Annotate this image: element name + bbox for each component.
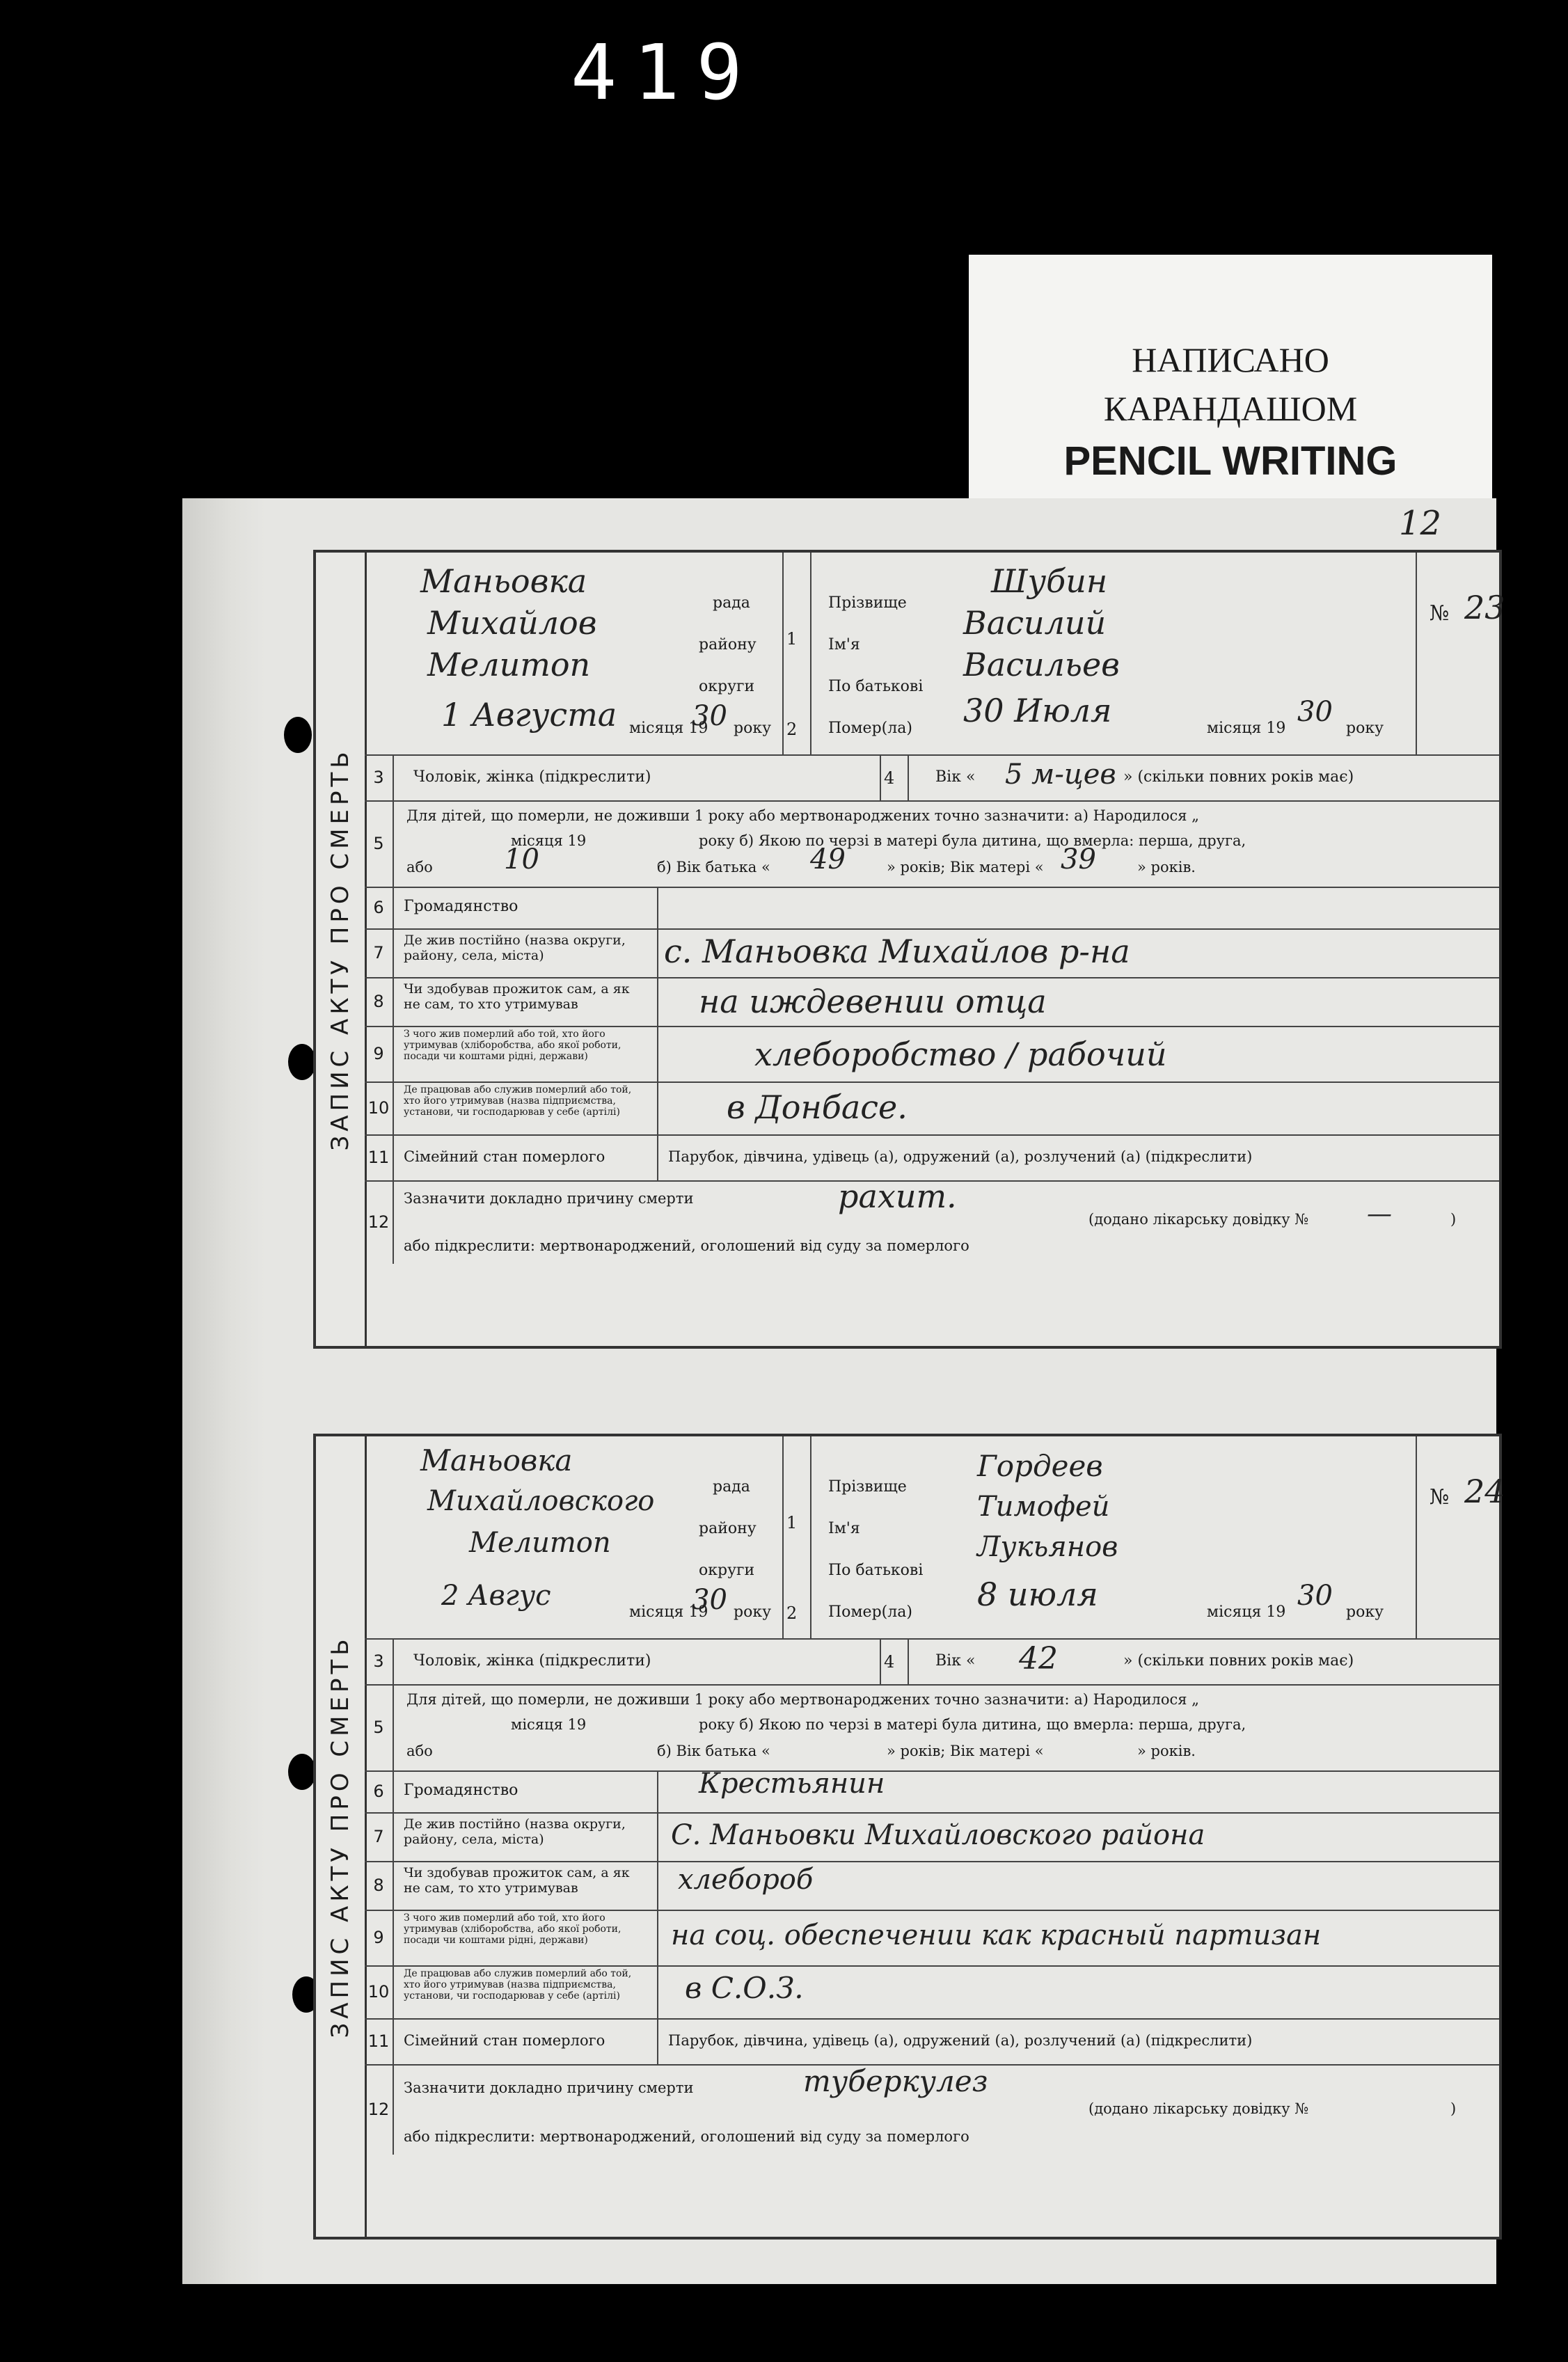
row-workplace: 10 Де працював або служив померлий або той, хто його утримував (назва підприємства, установи, чи господарював у себе (артілі) в С.О.З. bbox=[365, 1965, 1499, 2020]
okrug-label: округи bbox=[699, 678, 755, 695]
patronymic-value: Лукьянов bbox=[977, 1531, 1118, 1563]
raion-value: Михайловского bbox=[427, 1485, 655, 1517]
row-livelihood: 8 Чи здобував прожиток сам, а як не сам, то хто утримував на иждевении отца bbox=[365, 977, 1499, 1027]
rada-label: рада bbox=[713, 594, 750, 612]
raion-value: Михайлов bbox=[427, 604, 597, 642]
died-month-label: місяця 19 bbox=[1207, 720, 1286, 737]
pencil-writing-stamp bbox=[969, 255, 1492, 500]
died-year-value: 30 bbox=[1297, 1580, 1333, 1612]
punch-hole bbox=[288, 1754, 316, 1790]
livelihood-value: на иждевении отца bbox=[699, 983, 1047, 1020]
okrug-value: Мелитоп bbox=[427, 646, 591, 683]
row-workplace: 10 Де працював або служив померлий або той, хто його утримував (назва підприємства, установи, чи господарював у себе (артілі) в Донбасе. bbox=[365, 1081, 1499, 1136]
residence-value: с. Маньовка Михайлов р-на bbox=[664, 933, 1130, 970]
cause-value: рахит. bbox=[838, 1178, 957, 1215]
child-value: 10 bbox=[504, 843, 539, 875]
punch-hole bbox=[288, 1044, 316, 1080]
stamp-line-2: КАРАНДАШОМ bbox=[1103, 389, 1358, 428]
header-block: Маньовка рада Михайловского району Мелитоп округи 2 Авгус місяця 19 30 року 1 2 Прізвище Гордеев Ім'я Тимофей По батькові Лукьянов Помер(ла) 8 июля місяця 19 30 року № 24 bbox=[365, 1436, 1499, 1640]
punch-hole bbox=[284, 717, 312, 753]
livelihood-value: хлебороб bbox=[678, 1864, 814, 1896]
sex-label: Чоловік, жінка (підкреслити) bbox=[413, 768, 651, 786]
registration-day-value: 2 Авгус bbox=[441, 1580, 551, 1612]
sheet-edge bbox=[182, 498, 266, 2284]
death-record-form-1 bbox=[313, 550, 1505, 1349]
record-number-value: 24 bbox=[1464, 1473, 1505, 1510]
died-day-value: 8 июля bbox=[977, 1576, 1098, 1613]
source-value: на соц. обеспечении как красный партизан bbox=[671, 1919, 1322, 1951]
okrug-value: Мелитоп bbox=[469, 1527, 611, 1559]
name-label: Ім'я bbox=[828, 636, 860, 653]
record-number-value: 23 bbox=[1464, 589, 1505, 626]
raion-label: району bbox=[699, 636, 757, 653]
father-age-value: 49 bbox=[810, 843, 846, 875]
died-year-label: року bbox=[1346, 720, 1384, 737]
registration-month-label: місяця 19 bbox=[629, 720, 708, 737]
registration-day-value: 1 Августа bbox=[441, 696, 617, 734]
frame-number: 419 bbox=[571, 28, 759, 117]
name-value: Тимофей bbox=[977, 1491, 1110, 1523]
row-source: 9 З чого жив померлий або той, хто його утримував (хліборобства, або якої роботи, посади чи коштами рідні, держави) на соц. обеспечении как красный партизан bbox=[365, 1910, 1499, 1967]
row-sex-age: 3 Чоловік, жінка (підкреслити) 4 Вік « 42 » (скільки повних років має) bbox=[365, 1638, 1499, 1686]
died-label: Помер(ла) bbox=[828, 720, 912, 737]
row-sex-age: 3 Чоловік, жінка (підкреслити) 4 Вік « 5 м-цев » (скільки повних років має) bbox=[365, 754, 1499, 802]
died-year-value: 30 bbox=[1297, 696, 1333, 728]
row-source: 9 З чого жив померлий або той, хто його утримував (хліборобства, або якої роботи, посади чи коштами рідні, держави) хлеборобство / рабочий bbox=[365, 1026, 1499, 1083]
workplace-value: в Донбасе. bbox=[727, 1088, 908, 1126]
registration-year-value: 30 bbox=[692, 1584, 727, 1616]
residence-value: С. Маньовки Михайловского района bbox=[671, 1819, 1205, 1851]
row-marital: 11 Сімейний стан померлого Парубок, дівчина, удівець (а), одружений (а), розлучений (а) (підкреслити) bbox=[365, 2018, 1499, 2066]
row-cause: 12 Зазначити докладно причину смерти рахит. (додано лікарську довідку № — ) або підкреслити: мертвонароджений, оголошений від суду за померлого bbox=[365, 1180, 1499, 1264]
side-title: ЗАПИС АКТУ ПРО СМЕРТЬ bbox=[316, 553, 367, 1346]
record-number-label: № bbox=[1430, 601, 1450, 626]
source-value: хлеборобство / рабочий bbox=[754, 1036, 1167, 1073]
stamp-line-3: PENCIL WRITING bbox=[1063, 438, 1397, 484]
age-prefix: Вік « bbox=[935, 768, 976, 786]
side-title: ЗАПИС АКТУ ПРО СМЕРТЬ bbox=[316, 1436, 367, 2237]
workplace-value: в С.О.З. bbox=[685, 1971, 804, 2005]
cert-number-value: — bbox=[1367, 1200, 1392, 1228]
row-residence: 7 Де жив постійно (назва округи, району, села, міста) С. Маньовки Михайловского района bbox=[365, 1812, 1499, 1862]
patronymic-label: По батькові bbox=[828, 678, 924, 695]
age-value: 5 м-цев bbox=[1005, 759, 1116, 791]
rada-value: Маньовка bbox=[420, 1443, 573, 1477]
registration-year-value: 30 bbox=[692, 700, 727, 732]
row-citizenship: 6 Громадянство bbox=[365, 887, 1499, 930]
page-number: 12 bbox=[1399, 504, 1442, 543]
surname-value: Гордеев bbox=[977, 1449, 1103, 1483]
rada-value: Маньовка bbox=[420, 562, 587, 600]
header-block: Маньовка рада Михайлов району Мелитоп округи 1 Августа місяця 19 30 року 1 2 Прізвище Шубин Ім'я Василий По батькові Васильев Помер(ла) 30 Июля місяця 19 30 року № 23 bbox=[365, 553, 1499, 756]
stamp-line-1: НАПИСАНО bbox=[1132, 340, 1329, 379]
died-day-value: 30 Июля bbox=[963, 692, 1112, 729]
row-residence: 7 Де жив постійно (назва округи, району, села, міста) с. Маньовка Михайлов р-на bbox=[365, 928, 1499, 978]
row-marital: 11 Сімейний стан померлого Парубок, дівчина, удівець (а), одружений (а), розлучений (а) (підкреслити) bbox=[365, 1134, 1499, 1182]
row-cause: 12 Зазначити докладно причину смерти туберкулез (додано лікарську довідку № ) або підкреслити: мертвонароджений, оголошений від суду за померлого bbox=[365, 2064, 1499, 2155]
surname-value: Шубин bbox=[991, 562, 1108, 600]
age-value: 42 bbox=[1019, 1641, 1058, 1677]
row-citizenship: 6 Громадянство Крестьянин bbox=[365, 1770, 1499, 1814]
patronymic-value: Васильев bbox=[963, 646, 1120, 683]
name-value: Василий bbox=[963, 604, 1107, 642]
mother-age-value: 39 bbox=[1061, 843, 1096, 875]
registration-year-label: року bbox=[734, 720, 772, 737]
row-children: 5 Для дітей, що померли, не доживши 1 року або мертвонароджених точно зазначити: а) Народилося „ місяця 19 року б) Якою по черзі в матері була дитина, що вмерла: перша, друга, або б) Вік батька « » років; Вік матері « » років. bbox=[365, 1684, 1499, 1772]
citizenship-value: Крестьянин bbox=[699, 1768, 885, 1800]
cause-value: туберкулез bbox=[803, 2064, 988, 2098]
death-record-form-2 bbox=[313, 1434, 1505, 2240]
row-livelihood: 8 Чи здобував прожиток сам, а як не сам, то хто утримував хлебороб bbox=[365, 1861, 1499, 1911]
row-children: 5 Для дітей, що померли, не доживши 1 року або мертвонароджених точно зазначити: а) Народилося „ місяця 19 року б) Якою по черзі в матері була дитина, що вмерла: перша, друга, або 10 б) Вік батька « 49 » років; Вік матері « 39 » років. bbox=[365, 800, 1499, 888]
surname-label: Прізвище bbox=[828, 594, 907, 612]
age-suffix: » (скільки повних років має) bbox=[1123, 768, 1354, 786]
